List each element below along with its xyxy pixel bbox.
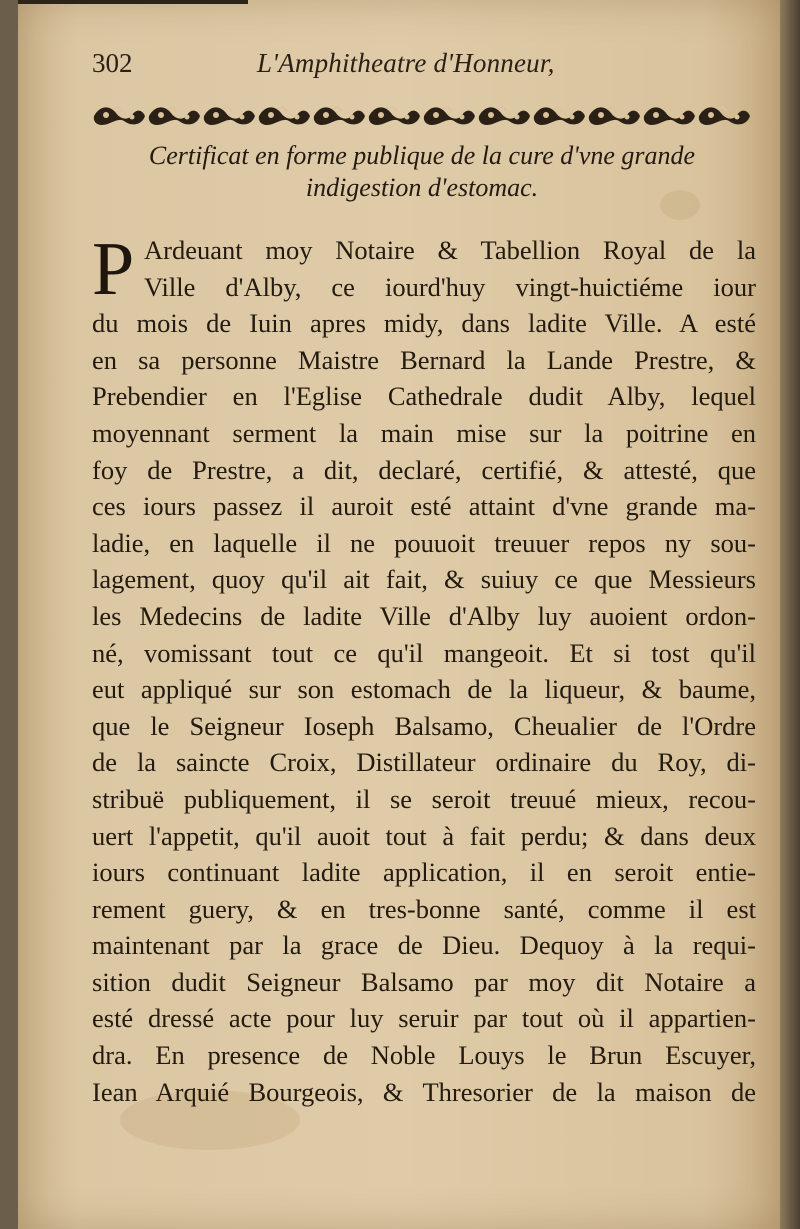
body-line: Ville d'Alby, ce iourd'huy vingt-huictiéme iour <box>144 271 756 302</box>
certificate-title <box>92 140 752 204</box>
drop-cap-letter: P <box>92 227 135 311</box>
body-line: rement guery, & en tres-bonne santé, comme il est <box>92 893 756 924</box>
body-line: Ardeuant moy Notaire & Tabellion Royal de la <box>144 235 756 265</box>
page-gutter-edge <box>780 0 800 1229</box>
body-line: du mois de Iuin apres midy, dans ladite Ville. A esté <box>92 308 756 339</box>
body-line: esté dressé acte pour luy seruir par tout où il appartien- <box>92 1003 756 1034</box>
body-line: lagement, quoy qu'il ait fait, & suiuy ce que Messieurs <box>92 564 756 595</box>
page-header <box>92 48 752 88</box>
body-line: les Medecins de ladite Ville d'Alby luy auoient ordon- <box>92 600 756 631</box>
body-line: Prebendier en l'Eglise Cathedrale dudit Alby, lequel <box>92 381 756 412</box>
body-line: en sa personne Maistre Bernard la Lande Prestre, & <box>92 344 756 375</box>
body-line: né, vomissant tout ce qu'il mangeoit. Et si tost qu'il <box>92 637 756 668</box>
body-line: uert l'appetit, qu'il auoit tout à fait perdu; & dans deux <box>92 820 756 851</box>
certificate-body <box>92 227 756 1110</box>
body-line: ladie, en laquelle il ne pouuoit treuuer repos ny sou- <box>92 527 756 558</box>
page-number: 302 <box>92 48 133 78</box>
body-line: moyennant serment la main mise sur la poitrine en <box>92 417 756 448</box>
title-line-2: indigestion d'estomac. <box>305 173 539 202</box>
body-line: foy de Prestre, a dit, declaré, certifié, & attesté, que <box>92 454 756 485</box>
body-line: stribuë publiquement, il se seroit treuué mieux, recou- <box>92 783 756 814</box>
running-title: L'Amphitheatre d'Honneur, <box>257 48 555 78</box>
body-line: eut appliqué sur son estomach de la liqueur, & baume, <box>92 674 756 705</box>
body-line: iours continuant ladite application, il en seroit entie- <box>92 857 756 888</box>
decorative-ornament-band <box>92 103 752 129</box>
body-line: ces iours passez il auroit esté attaint d'vne grande ma- <box>92 491 756 522</box>
page-top-edge <box>18 0 248 4</box>
body-line: maintenant par la grace de Dieu. Dequoy à la requi- <box>92 930 756 961</box>
body-line: Iean Arquié Bourgeois, & Thresorier de la maison de <box>92 1076 756 1107</box>
body-line: dra. En presence de Noble Louys le Brun Escuyer, <box>92 1040 756 1071</box>
title-line-1: Certificat en forme publique de la cure d'vne grande <box>148 141 696 170</box>
body-line: sition dudit Seigneur Balsamo par moy dit Notaire a <box>92 966 756 997</box>
body-line: que le Seigneur Ioseph Balsamo, Cheualier de l'Ordre <box>92 710 756 741</box>
body-line: de la saincte Croix, Distillateur ordinaire du Roy, di- <box>92 747 756 778</box>
